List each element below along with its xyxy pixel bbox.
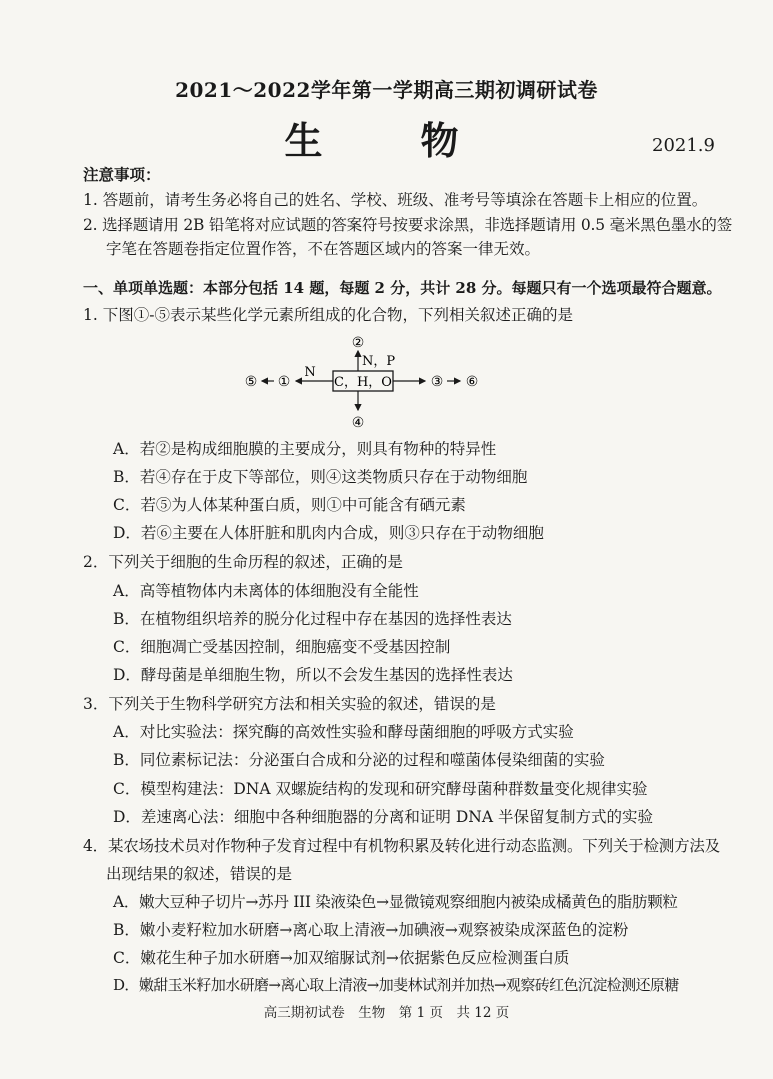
q3-option-a: A．对比实验法：探究酶的高效性实验和酵母菌细胞的呼吸方式实验 xyxy=(113,723,574,741)
section-heading: 一、单项单选题：本部分包括 14 题，每题 2 分，共计 28 分。每题只有一个选项最符合题意。 xyxy=(83,279,722,297)
q1-option-b: B．若④存在于皮下等部位，则④这类物质只存在于动物细胞 xyxy=(113,468,528,486)
label-6: ⑥ xyxy=(465,374,479,390)
notice-item-2: 2. 选择题请用 2B 铅笔将对应试题的答案符号按要求涂黑，非选择题请用 0.5 毫米黑色墨水的签 xyxy=(83,216,733,234)
q1-option-a: A．若②是构成细胞膜的主要成分，则具有物种的特异性 xyxy=(113,440,497,458)
question-4-stem-cont: 出现结果的叙述，错误的是 xyxy=(106,865,293,883)
label-2: ② xyxy=(351,335,365,351)
q2-option-d: D．酵母菌是单细胞生物，所以不会发生基因的选择性表达 xyxy=(113,666,513,684)
question-1-stem: 1. 下图①-⑤表示某些化学元素所组成的化合物，下列相关叙述正确的是 xyxy=(83,306,573,324)
exam-date: 2021.9 xyxy=(652,135,715,156)
label-3: ③ xyxy=(430,374,444,390)
label-n: N xyxy=(304,365,316,380)
q1-option-d: D．若⑥主要在人体肝脏和肌肉内合成，则③只存在于动物细胞 xyxy=(113,524,544,542)
exam-title: 2021～2022学年第一学期高三期初调研试卷 xyxy=(175,78,598,102)
q1-option-c: C．若⑤为人体某种蛋白质，则①中可能含有硒元素 xyxy=(113,496,466,514)
q3-option-d: D．差速离心法：细胞中各种细胞器的分离和证明 DNA 半保留复制方式的实验 xyxy=(113,808,653,826)
subject-title: 生 物 xyxy=(284,118,489,163)
question-3-stem: 3．下列关于生物科学研究方法和相关实验的叙述，错误的是 xyxy=(83,695,496,713)
q2-option-a: A．高等植物体内未离体的体细胞没有全能性 xyxy=(113,582,419,600)
q4-option-d: D．嫩甜玉米籽加水研磨→离心取上清液→加斐林试剂并加热→观察砖红色沉淀检测还原糖 xyxy=(113,976,679,994)
compound-diagram xyxy=(240,334,490,434)
notice-item-2-cont: 字笔在答题卷指定位置作答，不在答题区域内的答案一律无效。 xyxy=(106,240,541,258)
question-2-stem: 2．下列关于细胞的生命历程的叙述，正确的是 xyxy=(83,553,403,571)
q3-option-b: B．同位素标记法：分泌蛋白合成和分泌的过程和噬菌体侵染细菌的实验 xyxy=(113,751,605,769)
notice-heading: 注意事项： xyxy=(83,165,161,184)
label-np: N，P xyxy=(362,354,396,369)
notice-item-1: 1. 答题前，请考生务必将自己的姓名、学校、班级、准考号等填涂在答题卡上相应的位置。 xyxy=(83,191,708,209)
center-label: C，H，O xyxy=(334,375,392,390)
q4-option-a: A．嫩大豆种子切片→苏丹 III 染液染色→显微镜观察细胞内被染成橘黄色的脂肪颗粒 xyxy=(113,893,678,911)
label-4: ④ xyxy=(351,415,365,431)
q4-option-c: C．嫩花生种子加水研磨→加双缩脲试剂→依据紫色反应检测蛋白质 xyxy=(113,949,570,967)
q3-option-c: C．模型构建法：DNA 双螺旋结构的发现和研究酵母菌种群数量变化规律实验 xyxy=(113,780,648,798)
q2-option-c: C．细胞凋亡受基因控制，细胞癌变不受基因控制 xyxy=(113,638,451,656)
q2-option-b: B．在植物组织培养的脱分化过程中存在基因的选择性表达 xyxy=(113,610,512,628)
page-footer: 高三期初试卷 生物 第 1 页 共 12 页 xyxy=(263,1005,510,1021)
label-1: ① xyxy=(277,374,291,390)
label-5: ⑤ xyxy=(244,374,258,390)
question-4-stem: 4．某农场技术员对作物种子发育过程中有机物积累及转化进行动态监测。下列关于检测方法及 xyxy=(83,837,720,855)
q4-option-b: B．嫩小麦籽粒加水研磨→离心取上清液→加碘液→观察被染成深蓝色的淀粉 xyxy=(113,921,629,939)
